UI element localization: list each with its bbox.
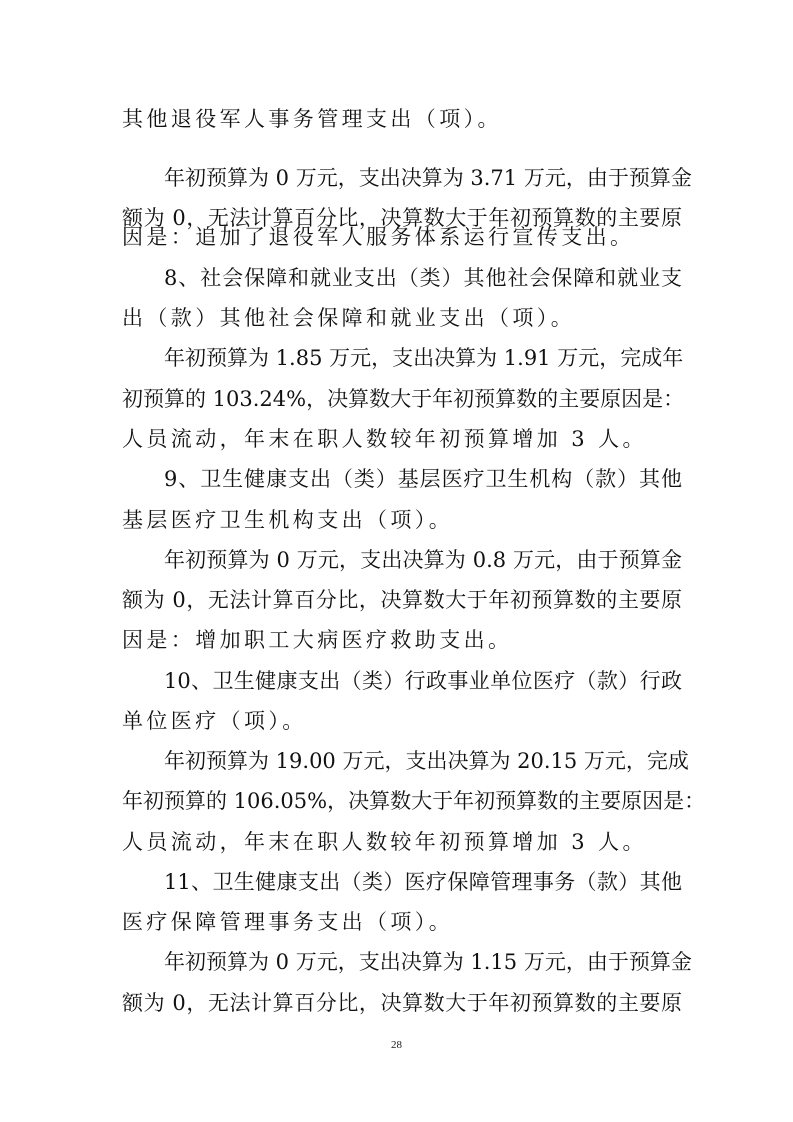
text-line: 初预算的 103.24%，决算数大于年初预算数的主要原因是： [122,387,685,411]
text-line: 人员流动，年末在职人数较年初预算增加 3 人。 [122,427,647,451]
text-line: 10、卫生健康支出（类）行政事业单位医疗（款）行政 [164,669,682,693]
page-number: 28 [391,1039,402,1051]
text-line: 11、卫生健康支出（类）医疗保障管理事务（款）其他 [164,870,682,894]
text-line: 8、社会保障和就业支出（类）其他社会保障和就业支 [164,266,682,290]
text-line: 出（款）其他社会保障和就业支出（项）。 [122,306,576,330]
text-line: 年初预算为 1.85 万元，支出决算为 1.91 万元，完成年 [164,346,684,370]
text-line: 其他退役军人事务管理支出（项）。 [122,107,502,131]
text-line: 年初预算为 0 万元，支出决算为 0.8 万元，由于预算金 [164,548,682,572]
text-line: 年初预算为 0 万元，支出决算为 3.71 万元，由于预算金 [164,166,692,190]
text-line: 因是：增加职工大病医疗救助支出。 [122,628,513,652]
text-line: 9、卫生健康支出（类）基层医疗卫生机构（款）其他 [164,467,682,491]
text-line: 人员流动，年末在职人数较年初预算增加 3 人。 [122,830,647,854]
text-line: 单位医疗（项）。 [122,709,307,733]
text-line: 额为 0，无法计算百分比，决算数大于年初预算数的主要原 [122,588,682,612]
text-line: 因是：追加了退役军人服务体系运行宣传支出。 [122,225,635,249]
text-line: 额为 0，无法计算百分比，决算数大于年初预算数的主要原 [122,206,682,230]
text-line: 年初预算的 106.05%，决算数大于年初预算数的主要原因是： [122,789,706,813]
text-line: 医疗保障管理事务支出（项）。 [122,910,454,934]
text-line: 额为 0，无法计算百分比，决算数大于年初预算数的主要原 [122,991,682,1015]
text-line: 年初预算为 19.00 万元，支出决算为 20.15 万元，完成 [164,749,689,773]
text-line: 年初预算为 0 万元，支出决算为 1.15 万元，由于预算金 [164,950,692,974]
text-line: 基层医疗卫生机构支出（项）。 [122,508,454,532]
